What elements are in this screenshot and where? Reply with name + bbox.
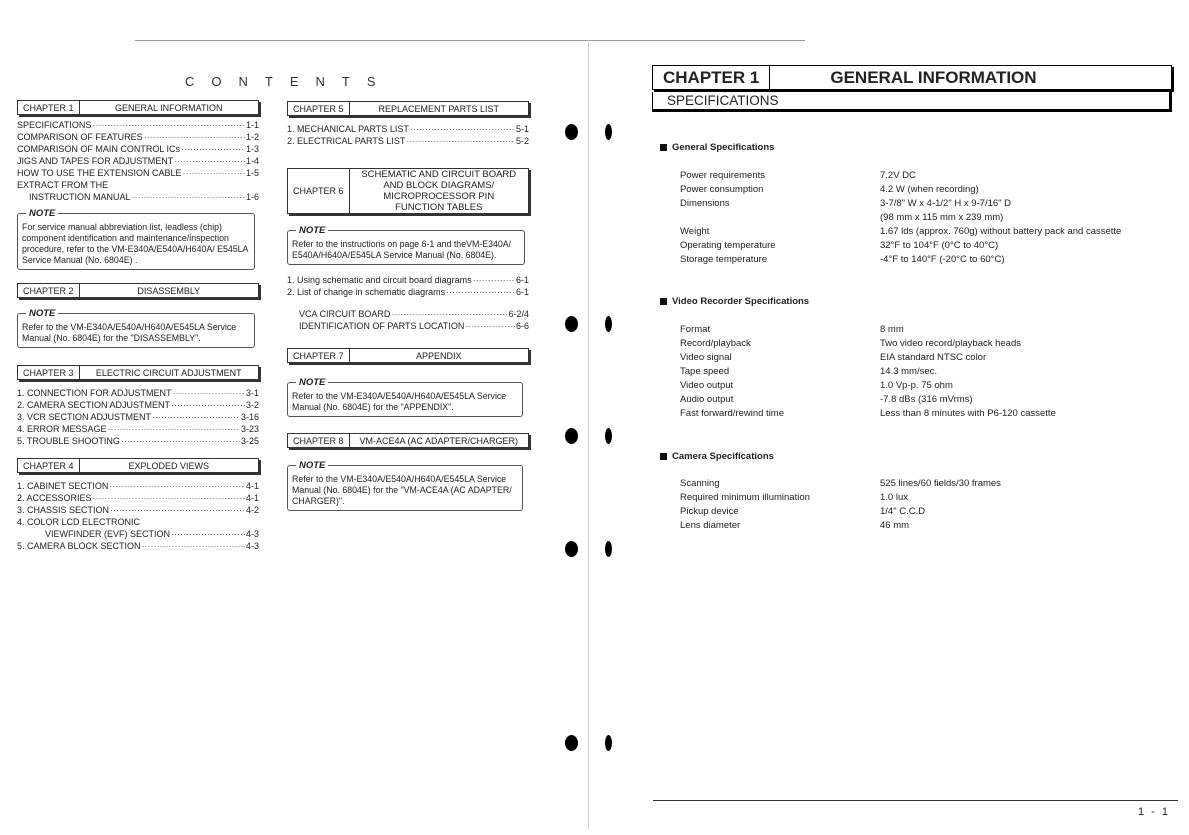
toc-entry[interactable]: [17, 143, 259, 155]
chapter-number: CHAPTER 5: [288, 102, 350, 115]
note-title: NOTE: [296, 225, 328, 236]
spec-label: Operating temperature: [680, 240, 776, 251]
chapter-title: GENERAL INFORMATION: [830, 67, 1037, 87]
note-title: NOTE: [296, 377, 328, 388]
chapter-1-header[interactable]: [17, 100, 259, 115]
spec-label: Pickup device: [680, 506, 739, 517]
spec-label: Dimensions: [680, 198, 730, 209]
chapter-1-toc: [17, 119, 259, 203]
toc-entry-page: 3-25: [240, 436, 259, 446]
toc-leader-dots: [465, 320, 515, 332]
note-box: [17, 308, 255, 348]
spec-label: Power consumption: [680, 184, 764, 195]
chapter-number: CHAPTER 8: [288, 434, 350, 447]
toc-leader-dots: [446, 286, 515, 298]
toc-entry-title: 1. CONNECTION FOR ADJUSTMENT: [17, 388, 172, 398]
spec-value: 1/4" C.C.D: [880, 506, 926, 517]
spec-value: 7.2V DC: [880, 170, 916, 181]
bullet-square-icon: [660, 453, 667, 460]
toc-leader-dots: [406, 135, 515, 147]
chapter-4-header[interactable]: [17, 458, 259, 473]
note-box: [17, 208, 255, 270]
toc-leader-dots: [92, 119, 245, 131]
spec-value: 8 mm: [880, 324, 904, 335]
chapter-number: CHAPTER 1: [653, 66, 770, 89]
toc-leader-dots: [132, 191, 245, 203]
spec-value: 4.2 W (when recording): [880, 184, 979, 195]
toc-leader-dots: [473, 274, 515, 286]
spec-label: Lens diameter: [680, 520, 741, 531]
note-text: Refer to the VM-E340A/E540A/H640A/E545LA Service Manual (No. 6804E) for the "VM-ACE4A (AC ADAPTER/ CHARGER)".: [292, 474, 512, 506]
toc-leader-dots: [410, 123, 515, 135]
toc-entry-page: 4-3: [245, 541, 259, 551]
toc-entry[interactable]: [287, 274, 529, 286]
toc-entry-page: 6-1: [515, 275, 529, 285]
toc-entry[interactable]: [17, 399, 259, 411]
chapter-3-toc: [17, 387, 259, 447]
toc-entry-page: 1-2: [245, 132, 259, 142]
left-page: [0, 0, 590, 835]
toc-entry[interactable]: [17, 167, 259, 179]
spec-value: EIA standard NTSC color: [880, 352, 987, 363]
spec-label: Weight: [680, 226, 710, 237]
toc-entry[interactable]: [17, 155, 259, 167]
toc-entry-page: 1-1: [245, 120, 259, 130]
spec-value: (98 mm x 115 mm x 239 mm): [880, 212, 1004, 223]
chapter-name: APPENDIX: [416, 350, 462, 361]
spec-value: 1.67 lds (approx. 760g) without battery pack and cassette: [880, 226, 1122, 237]
section-title: General Specifications: [672, 142, 775, 153]
chapter-name: REPLACEMENT PARTS LIST: [378, 103, 500, 114]
chapter-name: ELECTRIC CIRCUIT ADJUSTMENT: [95, 367, 242, 378]
spec-value: 46 mm: [880, 520, 910, 531]
toc-entry-title: 1. MECHANICAL PARTS LIST: [287, 124, 409, 134]
chapter-name: DISASSEMBLY: [137, 285, 201, 296]
toc-leader-dots: [391, 308, 507, 320]
toc-entry[interactable]: [287, 123, 529, 135]
chapter-8-header[interactable]: [287, 433, 529, 448]
spec-value: 32°F to 104°F (0°C to 40°C): [880, 240, 999, 251]
toc-column-1: [17, 100, 259, 552]
toc-entry-title: SPECIFICATIONS: [17, 120, 92, 130]
toc-entry-title: COMPARISON OF MAIN CONTROL ICs: [17, 144, 181, 154]
general-spec-title: [660, 142, 774, 153]
contents-title: CONTENTS: [185, 74, 393, 89]
chapter-number: CHAPTER 3: [18, 366, 80, 379]
toc-entry-title: VIEWFINDER (EVF) SECTION: [45, 529, 171, 539]
binder-hole-icon: [605, 541, 612, 557]
toc-entry-page: 1-6: [245, 192, 259, 202]
spec-label: Scanning: [680, 478, 720, 489]
toc-entry-title: EXTRACT FROM THE: [17, 180, 109, 190]
note-text: Refer to the VM-E340A/E540A/H640A/E545LA Service Manual (No. 6804E) for the "APPENDIX".: [292, 391, 507, 412]
toc-entry[interactable]: [299, 320, 529, 332]
spec-value: 14.3 mm/sec.: [880, 366, 938, 377]
spec-value: Less than 8 minutes with P6-120 cassette: [880, 408, 1056, 419]
toc-entry-page: 1-5: [245, 168, 259, 178]
chapter-name-line: FUNCTION TABLES: [395, 202, 483, 213]
chapter-3-header[interactable]: [17, 365, 259, 380]
spec-value: 3-7/8" W x 4-1/2" H x 9-7/16" D: [880, 198, 1012, 209]
toc-entry-title: 2. ACCESSORIES: [17, 493, 92, 503]
binder-hole-icon: [565, 541, 578, 557]
spec-label: Tape speed: [680, 366, 730, 377]
spec-label: Fast forward/rewind time: [680, 408, 785, 419]
toc-entry-title: IDENTIFICATION OF PARTS LOCATION: [299, 321, 465, 331]
toc-entry[interactable]: [17, 480, 259, 492]
toc-leader-dots: [121, 435, 240, 447]
chapter-6-toc-2: [287, 308, 529, 332]
toc-entry-title: 1. Using schematic and circuit board diagrams: [287, 275, 472, 285]
toc-leader-dots: [152, 411, 240, 423]
chapter-name: EXPLODED VIEWS: [128, 460, 210, 471]
toc-entry[interactable]: [17, 492, 259, 504]
chapter-5-header[interactable]: [287, 101, 529, 116]
toc-entry-title: 5. CAMERA BLOCK SECTION: [17, 541, 141, 551]
chapter-number: CHAPTER 2: [18, 284, 80, 297]
binder-hole-icon: [605, 124, 612, 140]
camera-spec-title: [660, 451, 774, 462]
toc-leader-dots: [142, 540, 245, 552]
toc-entry[interactable]: [287, 286, 529, 298]
spec-label: Video signal: [680, 352, 732, 363]
spec-label: Format: [680, 324, 711, 335]
chapter-number: CHAPTER 6: [288, 169, 350, 213]
toc-entry-page: 6-1: [515, 287, 529, 297]
toc-entry-page: 6-2/4: [508, 309, 529, 319]
toc-leader-dots: [108, 423, 240, 435]
toc-entry[interactable]: [17, 435, 259, 447]
toc-entry[interactable]: [17, 411, 259, 423]
toc-leader-dots: [181, 143, 245, 155]
chapter-name-line: MICROPROCESSOR PIN: [383, 191, 495, 202]
note-title: NOTE: [26, 208, 58, 219]
toc-entry[interactable]: [17, 504, 259, 516]
toc-entry-title: HOW TO USE THE EXTENSION CABLE: [17, 168, 182, 178]
specifications-heading: SPECIFICATIONS: [652, 92, 1172, 112]
chapter-name: VM-ACE4A (AC ADAPTER/CHARGER): [359, 435, 519, 446]
toc-entry-title: COMPARISON OF FEATURES: [17, 132, 143, 142]
chapter-name: GENERAL INFORMATION: [115, 102, 223, 113]
right-page: [648, 0, 1178, 835]
toc-entry-title: 1. CABINET SECTION: [17, 481, 109, 491]
toc-entry[interactable]: [299, 308, 529, 320]
section-title: Camera Specifications: [672, 451, 774, 462]
chapter-4-toc: [17, 480, 259, 552]
toc-entry[interactable]: [17, 191, 259, 203]
spec-label: Video output: [680, 380, 734, 391]
chapter-6-header[interactable]: [287, 168, 529, 214]
bottom-rule: [653, 800, 1178, 801]
toc-entry-title: 4. ERROR MESSAGE: [17, 424, 107, 434]
toc-entry-page: 4-1: [245, 493, 259, 503]
chapter-5-toc: [287, 123, 529, 147]
chapter-6-toc: [287, 274, 529, 298]
toc-entry[interactable]: [17, 387, 259, 399]
toc-entry-page: 4-2: [245, 505, 259, 515]
note-box: [287, 460, 523, 511]
spec-value: 525 lines/60 fields/30 frames: [880, 478, 1001, 489]
spec-label: Storage temperature: [680, 254, 768, 265]
toc-entry-title: 5. TROUBLE SHOOTING: [17, 436, 120, 446]
binder-hole-icon: [565, 124, 578, 140]
toc-leader-dots: [183, 167, 245, 179]
toc-entry-page: 5-2: [515, 136, 529, 146]
toc-leader-dots: [174, 155, 245, 167]
spec-value: -4°F to 140°F (-20°C to 60°C): [880, 254, 1005, 265]
page-number: 1 - 1: [1137, 806, 1170, 818]
toc-leader-dots: [109, 179, 258, 191]
note-text: Refer to the instructions on page 6-1 and theVM-E340A/ E540A/H640A/E545LA Service Manual (No. 6804E).: [292, 239, 512, 260]
toc-leader-dots: [144, 131, 245, 143]
toc-entry-page: 1-4: [245, 156, 259, 166]
bullet-square-icon: [660, 298, 667, 305]
toc-entry-title: 2. CAMERA SECTION ADJUSTMENT: [17, 400, 171, 410]
note-text: Refer to the VM-E340A/E540A/H640A/E545LA Service Manual (No. 6804E) for the "DISASSEMBLY".: [22, 322, 237, 343]
toc-entry-title: 4. COLOR LCD ELECTRONIC: [17, 517, 141, 527]
chapter-header: [652, 65, 1172, 90]
spec-value: -7.8 dBs (316 mVrms): [880, 394, 973, 405]
toc-entry-page: 4-3: [245, 529, 259, 539]
chapter-name: [350, 169, 528, 213]
spec-value: Two video record/playback heads: [880, 338, 1021, 349]
binder-hole-icon: [565, 428, 578, 444]
toc-leader-dots: [109, 480, 245, 492]
page-fold: [588, 40, 589, 830]
bullet-square-icon: [660, 144, 667, 151]
spec-value: 1.0 Vp-p. 75 ohm: [880, 380, 953, 391]
toc-leader-dots: [173, 387, 245, 399]
chapter-7-header[interactable]: [287, 348, 529, 363]
spec-label: Power requirements: [680, 170, 766, 181]
toc-entry[interactable]: [17, 528, 259, 540]
toc-entry-page: 3-23: [240, 424, 259, 434]
toc-leader-dots: [110, 504, 245, 516]
toc-entry[interactable]: [17, 131, 259, 143]
toc-entry-title: 3. CHASSIS SECTION: [17, 505, 110, 515]
spec-label: Required minimum illumination: [680, 492, 810, 503]
toc-entry-page: 6-6: [515, 321, 529, 331]
toc-entry-title: 2. ELECTRICAL PARTS LIST: [287, 136, 406, 146]
chapter-number: CHAPTER 4: [18, 459, 80, 472]
binder-hole-icon: [605, 735, 612, 751]
toc-entry[interactable]: [287, 135, 529, 147]
toc-entry-page: 4-1: [245, 481, 259, 491]
toc-column-2: [287, 101, 529, 511]
note-title: NOTE: [296, 460, 328, 471]
toc-entry-title: VCA CIRCUIT BOARD: [299, 309, 391, 319]
toc-entry-page: 3-16: [240, 412, 259, 422]
toc-leader-dots: [141, 516, 258, 528]
chapter-number: CHAPTER 1: [18, 101, 80, 114]
binder-hole-icon: [605, 428, 612, 444]
toc-entry[interactable]: [17, 423, 259, 435]
binder-hole-icon: [565, 316, 578, 332]
toc-entry-page: 1-3: [245, 144, 259, 154]
binder-hole-icon: [565, 735, 578, 751]
toc-entry-title: JIGS AND TAPES FOR ADJUSTMENT: [17, 156, 174, 166]
note-box: [287, 377, 523, 417]
toc-entry-page: 5-1: [515, 124, 529, 134]
note-title: NOTE: [26, 308, 58, 319]
chapter-number: CHAPTER 7: [288, 349, 350, 362]
section-title: Video Recorder Specifications: [672, 296, 810, 307]
note-text: For service manual abbreviation list, leadless (chip) component identification and maintenance/inspection procedure, refer to the VM-E340A/E540A/H640A/ E545LA Service Manual (No. 6804E) .: [22, 222, 248, 265]
spec-label: Audio output: [680, 394, 734, 405]
spec-label: Record/playback: [680, 338, 751, 349]
toc-leader-dots: [171, 399, 245, 411]
toc-entry[interactable]: [17, 540, 259, 552]
toc-entry-page: 3-1: [245, 388, 259, 398]
toc-leader-dots: [171, 528, 245, 540]
toc-entry-page: 3-2: [245, 400, 259, 410]
toc-entry-title: 3. VCR SECTION ADJUSTMENT: [17, 412, 152, 422]
toc-entry[interactable]: [17, 119, 259, 131]
binder-hole-icon: [605, 316, 612, 332]
note-box: [287, 225, 525, 265]
toc-leader-dots: [93, 492, 245, 504]
chapter-name-line: SCHEMATIC AND CIRCUIT BOARD: [361, 169, 517, 180]
toc-entry-title: 2. List of change in schematic diagrams: [287, 287, 446, 297]
chapter-2-header[interactable]: [17, 283, 259, 298]
toc-entry[interactable]: [17, 516, 259, 528]
toc-entry-title: INSTRUCTION MANUAL: [29, 192, 131, 202]
toc-entry[interactable]: [17, 179, 259, 191]
chapter-name-line: AND BLOCK DIAGRAMS/: [383, 180, 495, 191]
video-spec-title: [660, 296, 809, 307]
spec-value: 1.0 lux: [880, 492, 908, 503]
